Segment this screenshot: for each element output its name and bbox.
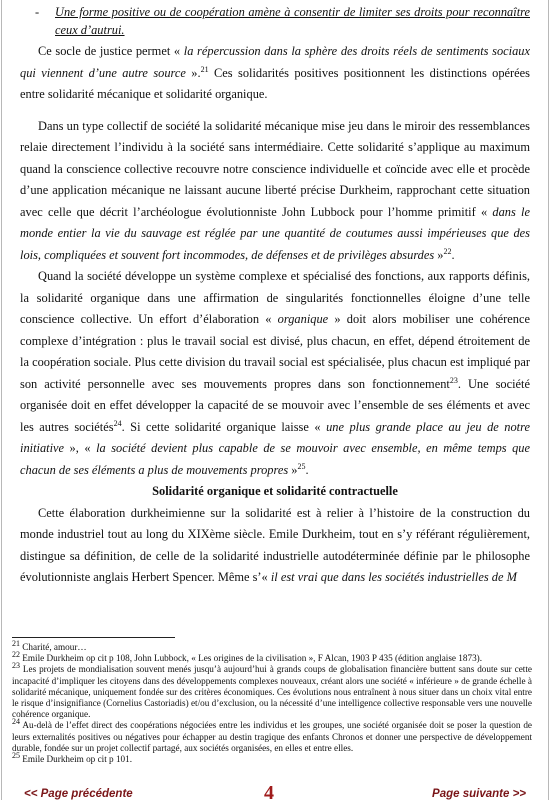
bullet-dash: - [35, 5, 40, 19]
paragraph-2 [20, 116, 530, 267]
bullet-text: Une forme positive ou de coopération amène à consentir de limiter ses droits pour reconnaître ceux d’autrui. [55, 5, 530, 37]
paragraph-1 [20, 41, 530, 106]
p3-text-c: . Une société organisée doit en effet développer la capacité de se mouvoir avec l’ensemble de ses éléments et avec les autres sociétés [20, 376, 530, 434]
bullet-item [20, 3, 530, 39]
footnote-ref-25[interactable]: 25 [297, 461, 306, 471]
footnote-ref-22[interactable]: 22 [443, 246, 452, 256]
previous-page-link[interactable]: << Page précédente [24, 788, 133, 800]
footnote-number: 25 [12, 750, 20, 760]
p1-text-b: ». [185, 65, 201, 80]
p1-text-a: Ce socle de justice permet « [38, 44, 184, 58]
footnote-text: Emile Durkheim op cit p 101. [20, 754, 133, 765]
p3-quote-3: la société devient plus capable de se mouvoir avec ensemble, en même temps que chacun de ses éléments a plus de mouvements propres [20, 441, 531, 477]
next-page-link[interactable]: Page suivante >> [432, 788, 526, 800]
footnote-text: Emile Durkheim op cit p 108, John Lubbock, « Les origines de la civilisation », F Alcan, 1903 P 435 (édition anglaise 1873). [20, 653, 483, 664]
paragraph-gap [20, 106, 530, 116]
footnote-21 [12, 638, 532, 653]
p2-text-b: » [434, 247, 444, 262]
p3-quote-1: organique [277, 312, 329, 326]
p2-text-c: . [451, 247, 455, 262]
paragraph-3 [20, 266, 530, 481]
footnote-text: Les projets de mondialisation souvent menés jusqu’à aujourd’hui à grands coups de globalisation financière buttent sans doute sur cette incapacité d’impliquer les citoyens dans des développements complexes nouveaux, créant alors une société « inférieure » de grande échelle à solidarité mécanique, uniquement fondée sur des critères économiques. Ces évolutions nous entraînent à nous situer dans un choix vital entre le risque d’insignifiance (Cornelius Castoriadis) et/ou d’exclusion, ou la nécessité d’une intelligence collective responsable vers une nouvelle cohérence organique. [12, 664, 532, 720]
section-heading: Solidarité organique et solidarité contractuelle [152, 484, 398, 498]
p2-text-a: Dans un type collectif de société la solidarité mécanique mise jeu dans le miroir des ressemblances relaie directement l’individu à la société sans intermédiaire. Cette solidarité s’applique au maximum quand la conscience collective recouvre notre conscience individuelle et coïncide avec elle et procède d’une application mécanique ne laissant aucune liberté précise Durkheim, rapprochant cette situation avec celle que décrit l’archéologue évolutionniste John Lubbock pour l’homme primitif « [20, 118, 530, 219]
p3-text-b: » doit alors mobiliser une cohérence complexe d’intégration : plus le travail social est divisé, plus chacun, en effet, dépend étroitement de la coopération sociale. Plus cette division du travail social est spécialisée, plus chacun est impliqué par son activité personnelle avec ses mouvements propres dans son fonctionnement [20, 312, 530, 391]
footnote-ref-23[interactable]: 23 [449, 375, 458, 385]
footnote-ref-24[interactable]: 24 [113, 418, 122, 428]
p3-quote-2: une plus grande place au jeu de notre initiative [20, 419, 530, 455]
footnote-number: 22 [12, 650, 20, 660]
footnote-ref-21[interactable]: 21 [200, 64, 209, 74]
p2-quote: dans le monde entier la vie du sauvage est réglée par une quantité de coutumes aussi impérieuses que des lois, compliquées et souvent fort incommodes, de défenses et de privilèges absurdes [20, 204, 530, 262]
page-number: 4 [264, 782, 274, 804]
footnote-22 [12, 650, 532, 664]
document-body [20, 3, 530, 589]
footnotes [12, 638, 532, 765]
footnote-number: 23 [12, 661, 20, 671]
p4-quote: il est vrai que dans les sociétés industrielles de M [270, 570, 517, 584]
footnote-separator [12, 637, 175, 638]
page-border-left [1, 0, 2, 800]
page-border-right [548, 0, 549, 800]
p1-quote: la répercussion dans la sphère des droits réels de sentiments sociaux qui viennent d’une autre source [20, 44, 530, 80]
footnote-text: Charité, amour… [20, 642, 87, 652]
footnote-text: Au-delà de l’effet direct des coopérations négociées entre les individus et les groupes, une société organisée doit se poser la question de leurs externalités positives ou négatives pour échapper au destin tragique des enfants Chronos et donner une perspective de développement durable, fondée sur un projet collectif partagé, aux sociétés organisées, en elles et entre elles. [12, 720, 532, 753]
p1-text-c: Ces solidarités positives positionnent les distinctions opérées entre solidarité mécanique et solidarité organique. [20, 65, 531, 101]
p3-text-a: Quand la société développe un système complexe et spécialisé des fonctions, aux rapports définis, la solidarité organique dans une affirmation de singularités fonctionnelles éloigne d’une telle conscience collective. Un effort d’élaboration « [20, 269, 530, 326]
footnote-23 [12, 661, 532, 720]
footnote-number: 21 [12, 638, 20, 648]
p3-text-d: . Si cette solidarité organique laisse « [121, 419, 327, 434]
p3-text-e: », « [64, 441, 97, 455]
footnote-24 [12, 717, 532, 754]
footnote-25 [12, 750, 532, 765]
p3-text-f: » [288, 462, 298, 477]
p3-text-g: . [305, 462, 309, 477]
page-navigation [0, 782, 550, 804]
p4-text-a: Cette élaboration durkheimienne sur la solidarité est à relier à l’histoire de la construction du monde industriel tout au long du XIXème siècle. Emile Durkheim, tout en s’y référant régulièrement, distingue sa définition, de celle de la solidarité industrielle autodéterminée définie par le philosophe évolutionniste anglais Herbert Spencer. Même s’« [20, 505, 530, 584]
paragraph-4 [20, 503, 530, 589]
footnote-number: 24 [12, 717, 20, 727]
